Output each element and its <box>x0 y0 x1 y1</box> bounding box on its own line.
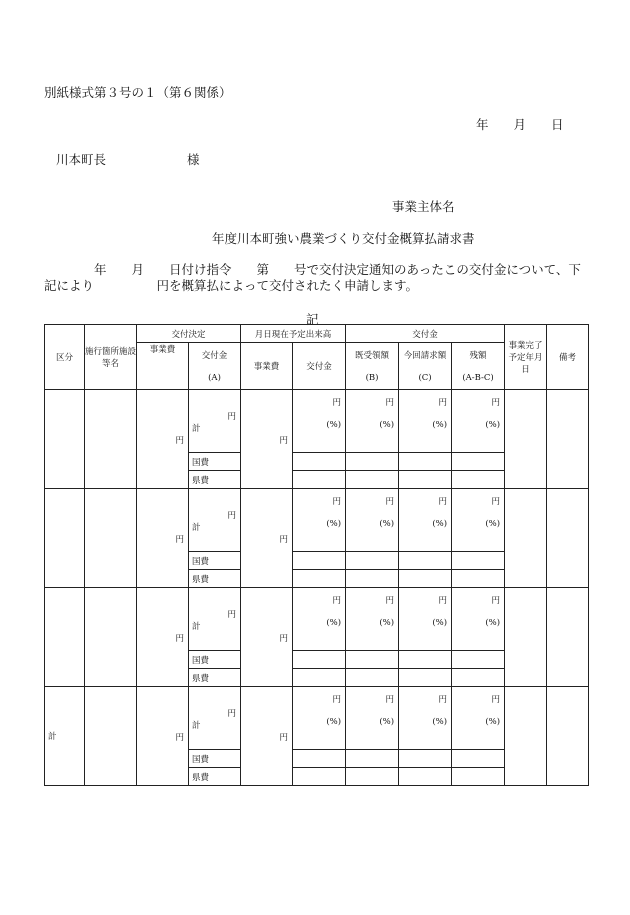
table-row: 円 円 計 円 円 (%) 円 (%) 円 (%) 円 (%) <box>45 588 589 651</box>
honorific: 様 <box>187 152 200 167</box>
header-genzai: 月日現在予定出来高 <box>241 325 346 343</box>
header-kettei: 交付決定 <box>137 325 241 343</box>
ki-label: 記 <box>306 312 319 327</box>
request-table: 区分 施行箇所施設等名 交付決定 月日現在予定出来高 交付金 事業完了予定年月日 備考 事業費 交付金 (A) 事業費 交付金 既受領額 (B) 今回請求額 (C) 残額 (A-B-C) 円 円 計 円 円 (%) 円 (%) 円 (%) 円 (%) 国費 県費 円 円 計 円 円 (%) 円 (%) 円 (%) 円 (%) 国費 県費 円 円 計 円 円 (%) 円 (%) 円 (%) 円 (%) 国費 県費 計 円 円 計 円 円 (%) 円 (%) 円 (%) 円 (%) 国費 県費 <box>44 324 589 786</box>
date-label: 年 月 日 <box>476 117 564 132</box>
header-zangaku: 残額 (A-B-C) <box>452 343 505 390</box>
addressee: 川本町長 <box>56 152 107 167</box>
header-kofukin: 交付金 (A) <box>189 343 241 390</box>
table-row: 円 円 計 円 円 (%) 円 (%) 円 (%) 円 (%) <box>45 489 589 552</box>
table-row-total: 計 円 円 計 円 円 (%) 円 (%) 円 (%) 円 (%) <box>45 687 589 750</box>
header-kofu-group: 交付金 <box>346 325 505 343</box>
header-konkai: 今回請求額 (C) <box>399 343 452 390</box>
table-row: 円 円 計 円 円 (%) 円 (%) 円 (%) 円 (%) <box>45 390 589 453</box>
request-text: 年 月 日付け指令 第 号で交付決定通知のあったこの交付金について、下記により 円を概算払によって交付されたく申請します。 <box>44 262 581 293</box>
header-kanryo: 事業完了予定年月日 <box>505 325 547 390</box>
header-location: 施行箇所施設等名 <box>85 325 137 390</box>
form-number: 別紙様式第３号の１（第６関係） <box>44 85 232 100</box>
header-kizyu: 既受領額 (B) <box>346 343 399 390</box>
applicant-label: 事業主体名 <box>392 199 455 214</box>
header-genzai-kofukin: 交付金 <box>293 343 346 390</box>
header-biko: 備考 <box>547 325 589 390</box>
document-title: 年度川本町強い農業づくり交付金概算払請求書 <box>212 231 475 246</box>
header-kubun: 区分 <box>45 325 85 390</box>
header-genzai-jigyohi: 事業費 <box>241 343 293 390</box>
header-jigyohi: 事業費 <box>137 343 189 390</box>
